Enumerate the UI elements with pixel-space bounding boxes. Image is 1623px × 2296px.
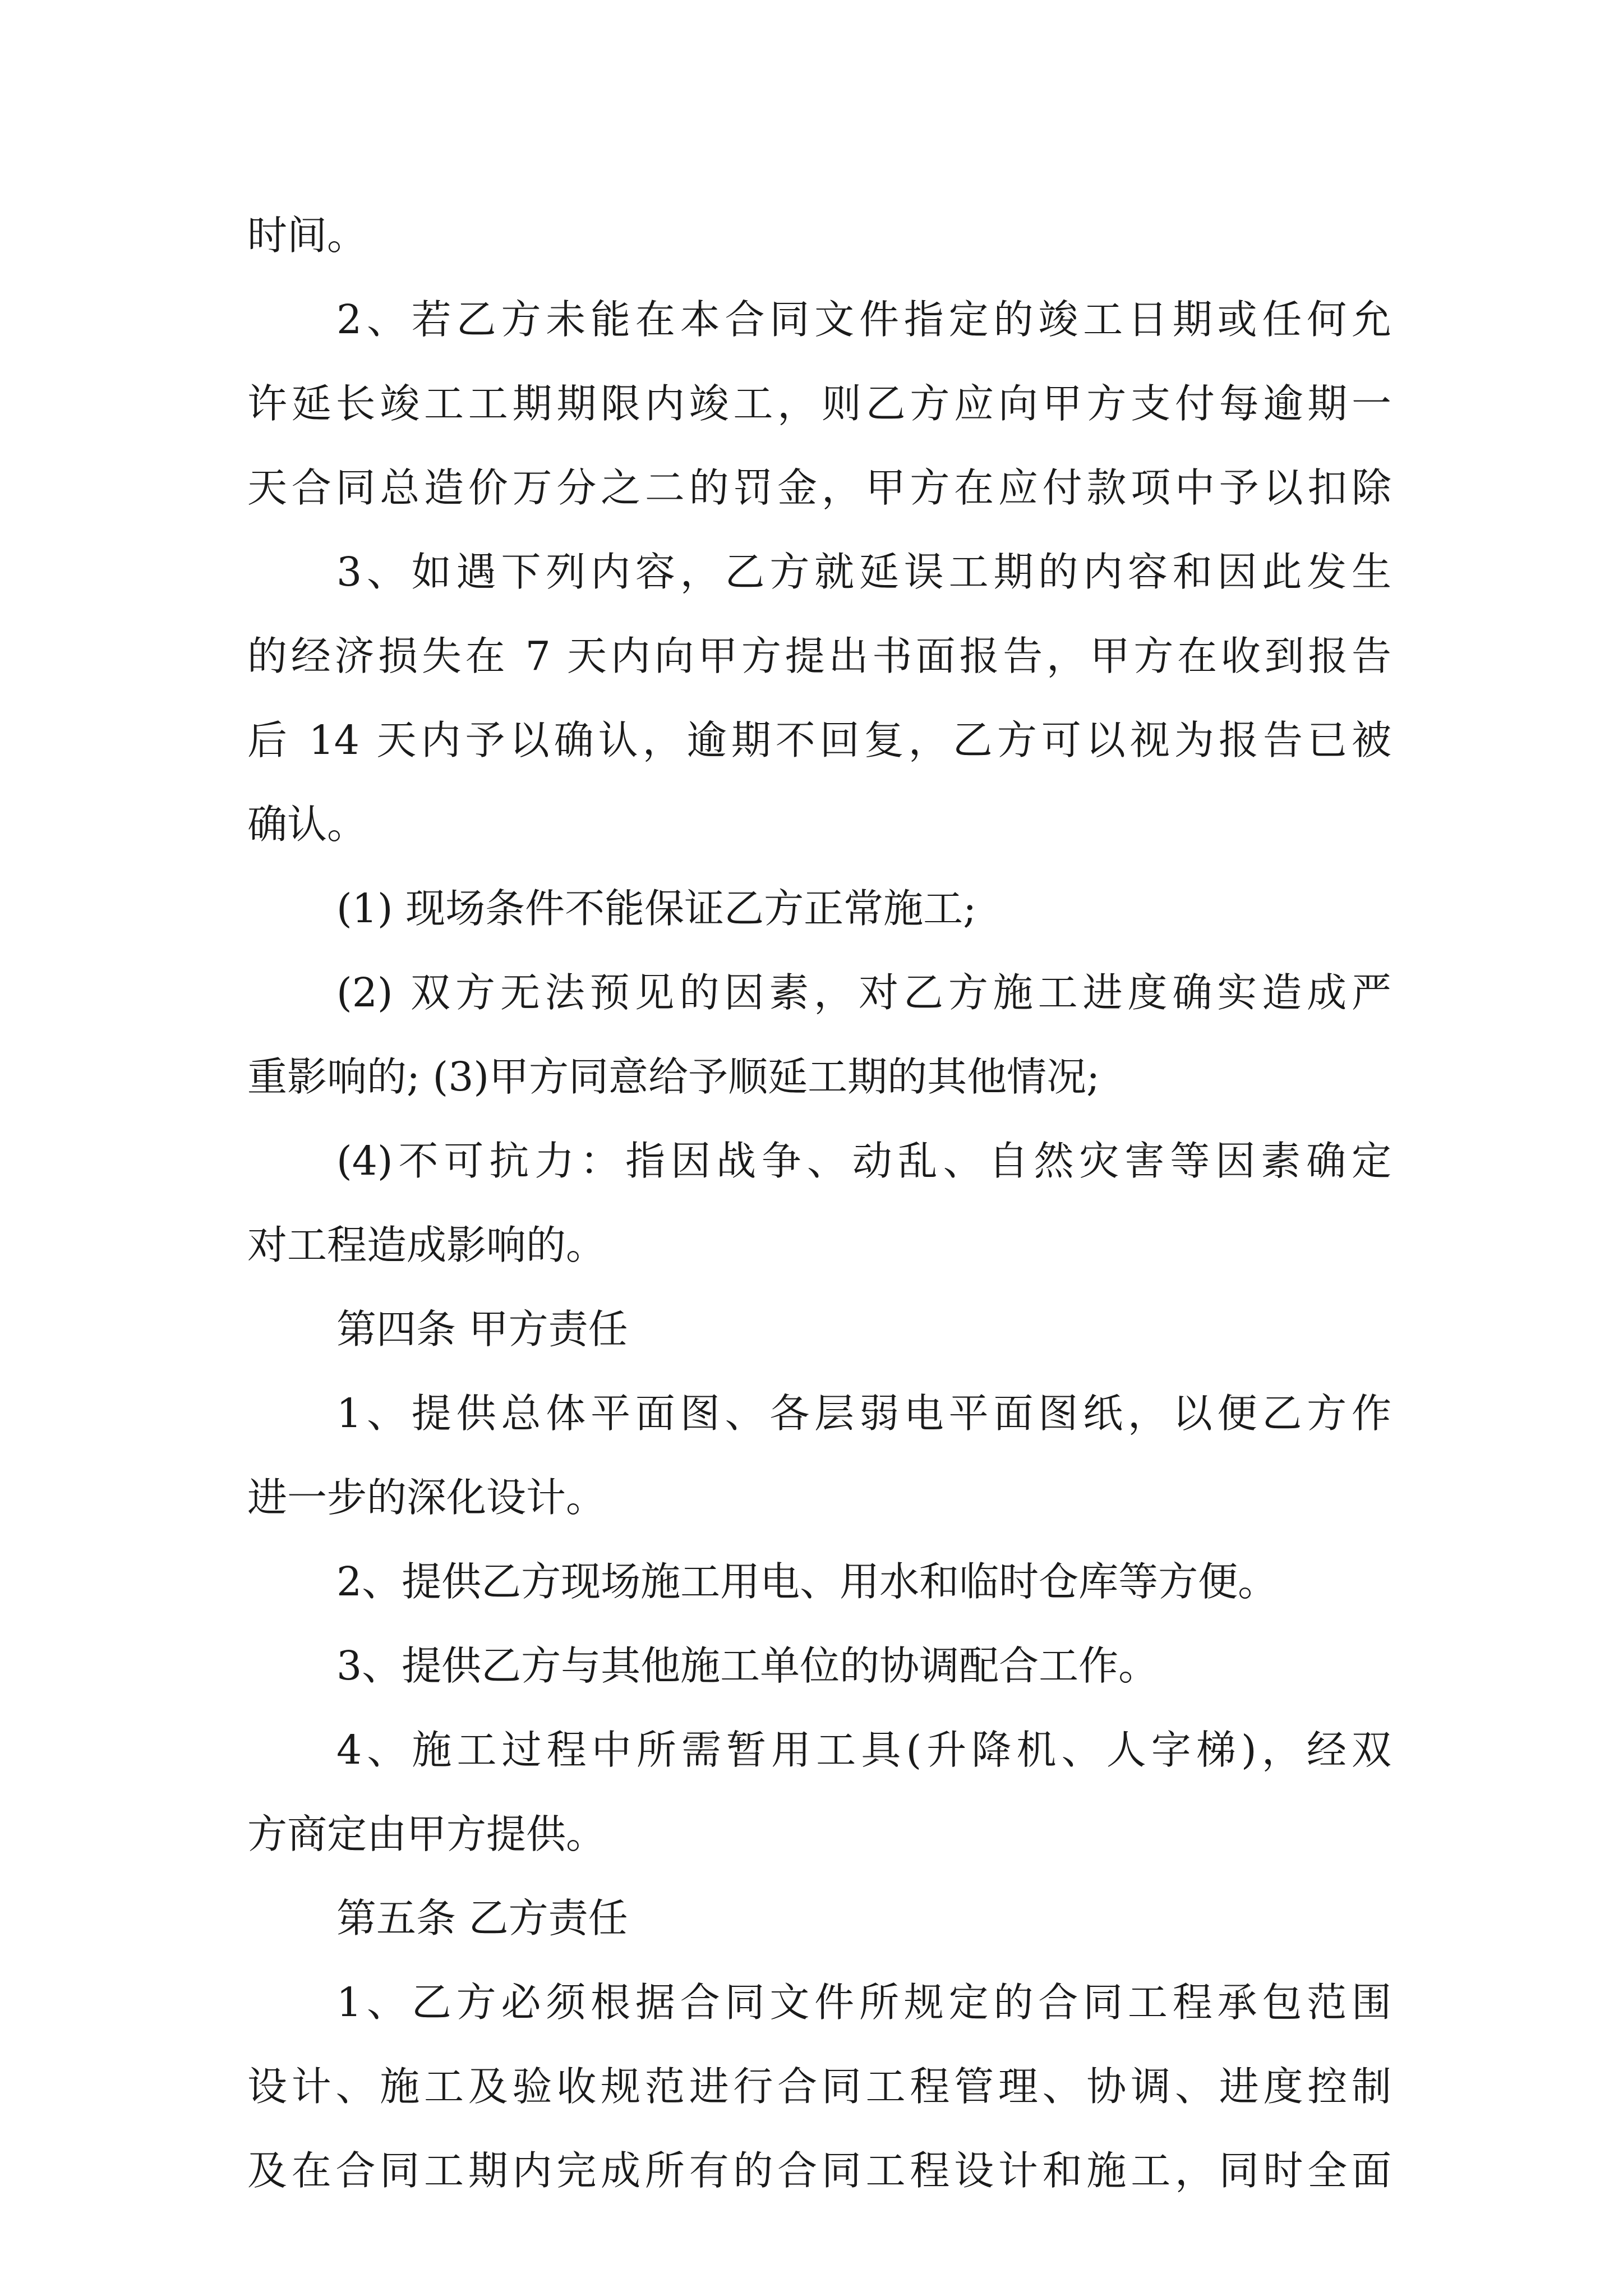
text-line: 3、如遇下列内容，乙方就延误工期的内容和因此发生 [336, 549, 1391, 595]
text-line: 的经济损失在 7 天内向甲方提出书面报告，甲方在收到报告 [247, 633, 1391, 679]
text-line: 进一步的深化设计。 [247, 1474, 606, 1521]
text-line: 时间。 [247, 212, 367, 259]
text-line: 后 14 天内予以确认，逾期不回复，乙方可以视为报告已被 [247, 717, 1391, 763]
text-line: 4、施工过程中所需暂用工具(升降机、人字梯)，经双 [336, 1727, 1391, 1773]
text-line: 设计、施工及验收规范进行合同工程管理、协调、进度控制 [247, 2063, 1391, 2110]
text-line: (2) 双方无法预见的因素，对乙方施工进度确实造成严 [336, 969, 1391, 1016]
text-line: (4)不可抗力：指因战争、动乱、自然灾害等因素确定 [336, 1138, 1391, 1184]
text-line: (1) 现场条件不能保证乙方正常施工; [336, 885, 977, 932]
text-line: 1、提供总体平面图、各层弱电平面图纸，以便乙方作 [336, 1390, 1391, 1437]
text-line: 及在合同工期内完成所有的合同工程设计和施工，同时全面 [247, 2147, 1391, 2194]
section-heading: 第四条 甲方责任 [336, 1306, 628, 1352]
text-line: 重影响的; (3)甲方同意给予顺延工期的其他情况; [247, 1053, 1100, 1100]
text-line: 1、乙方必须根据合同文件所规定的合同工程承包范围 [336, 1979, 1391, 2026]
text-line: 方商定由甲方提供。 [247, 1811, 606, 1857]
section-heading: 第五条 乙方责任 [336, 1895, 628, 1941]
text-line: 3、提供乙方与其他施工单位的协调配合工作。 [336, 1642, 1159, 1689]
text-line: 天合同总造价万分之二的罚金，甲方在应付款项中予以扣除 [247, 464, 1391, 511]
text-line: 2、提供乙方现场施工用电、用水和临时仓库等方便。 [336, 1558, 1278, 1605]
text-line: 许延长竣工工期期限内竣工，则乙方应向甲方支付每逾期一 [247, 380, 1391, 427]
text-line: 对工程造成影响的。 [247, 1222, 606, 1268]
text-line: 2、若乙方未能在本合同文件指定的竣工日期或任何允 [336, 296, 1391, 343]
text-line: 确认。 [247, 801, 367, 848]
